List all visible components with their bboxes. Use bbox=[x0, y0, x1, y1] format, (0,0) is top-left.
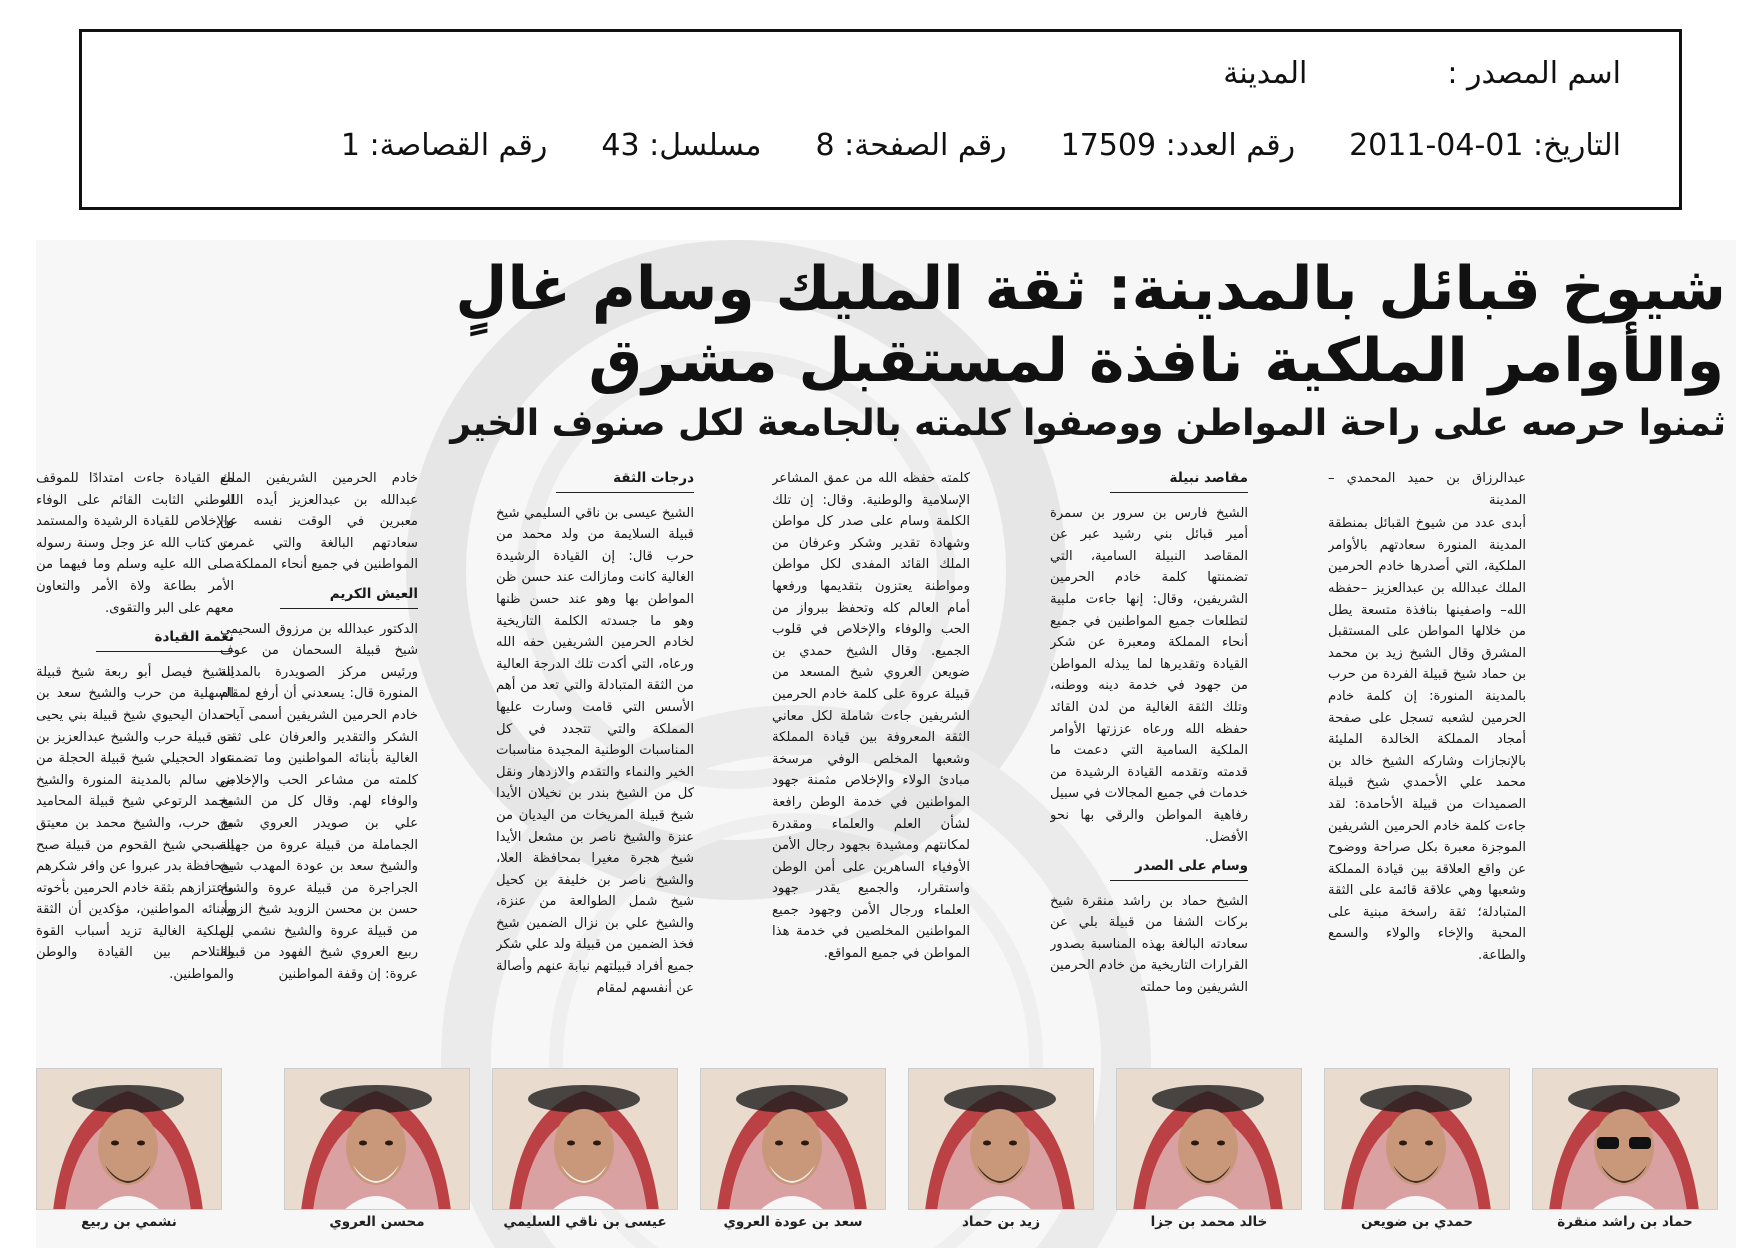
portrait-caption: خالد محمد بن جزا bbox=[1150, 1214, 1268, 1230]
portrait-photo bbox=[1324, 1068, 1510, 1210]
article-paragraph: الشيخ عيسى بن ناقي السليمي شيخ قبيلة السلايمة من ولد محمد من حرب قال: إن القيادة الرشيدة الغالية كانت ومازالت عند حسن ظن المواطن بها وهو عند حسن ظنها وهو ما جسدته الكلمة التاريخية لخادم الحرمين الشريفين حفه الله ورعاه، التي أكدت تلك الدرجة العالية من الثقة المتبادلة والتي تعد من أهم الأسس التي قامت وسارت عليها المملكة والتي تتجدد في كل المناسبات الوطنية المجيدة مناسبات الخير والنماء والتقدم والازدهار ونقل كل من الشيخ بندر بن نخيلان الأيدا شيخ قبيلة المريخات من اليديان من عنزة والشيخ ناصر بن مشعل الأيدا شيخ هجرة مغيرا بمحافظة العلا، والشيخ ناصر بن خليفة بن كحيل شيخ شمل الطوالعة من عنزة، والشيخ علي بن نزال الضمين شيخ فخذ الضمين من قبيلة ولد علي شكر جميع أفراد قبيلتهم نيابة عنهم وأصالة عن أنفسهم لمقام bbox=[496, 505, 694, 996]
source-label: اسم المصدر : bbox=[1447, 56, 1621, 91]
portrait-caption: محسن العروي bbox=[329, 1214, 425, 1230]
issue-details-row bbox=[341, 128, 1621, 163]
portrait-caption: عيسى بن ناقي السليمي bbox=[503, 1214, 667, 1230]
article-paragraph: الشيخ فارس بن سرور بن سمرة أمير قبائل بني رشيد عبر عن المقاصد النبيلة السامية، التي تضمنتها كلمة خادم الحرمين الشريفين، وقال: إنها جاءت ملبية لتطلعات جميع المواطنين في جميع أنحاء المملكة ومعبرة عن شكر القيادة وتقديرها لما يبذله المواطن من جهود في خدمة دينه ووطنه، وتلك الثقة الغالية من لدن القائد حفظه الله ورعاه عززتها الأوامر الملكية السامية التي دعمت ما قدمته وتقدمه القيادة الرشيدة من خدمات في جميع المجالات في سبيل رفاهية المواطن والرقي بها نحو الأفضل. bbox=[1050, 505, 1248, 845]
portrait-caption: حمدي بن ضويعن bbox=[1361, 1214, 1473, 1230]
portrait-card bbox=[492, 1068, 678, 1243]
source-value: المدينة bbox=[1223, 56, 1308, 91]
subheadline: ثمنوا حرصه على راحة المواطن ووصفوا كلمته بالجامعة لكل صنوف الخير bbox=[450, 403, 1726, 444]
article-paragraph: عبدالرزاق بن حميد المحمدي – المدينة bbox=[1328, 471, 1526, 508]
section-subheading: نعمة القيادة bbox=[96, 627, 234, 652]
portrait-caption: سعد بن عودة العروي bbox=[723, 1214, 863, 1230]
section-subheading: العيش الكريم bbox=[280, 584, 418, 609]
headline-line-1: شيوخ قبائل بالمدينة: ثقة المليك وسام غالٍ bbox=[455, 254, 1726, 324]
portrait-card bbox=[36, 1068, 222, 1243]
issue-number-field: رقم العدد: 17509 bbox=[1060, 128, 1296, 163]
page-number-field: رقم الصفحة: 8 bbox=[815, 128, 1007, 163]
section-subheading: وسام على الصدر bbox=[1110, 856, 1248, 881]
portrait-card bbox=[1116, 1068, 1302, 1243]
article-paragraph: الشيخ حماد بن راشد منقرة شيخ بركات الشفا من قبيلة بلي عن سعادته البالغة بهذه المناسبة بصدور القرارات التاريخية من خادم الحرمين الشريفين وما حملته bbox=[1050, 893, 1248, 996]
portrait-caption: زيد بن حماد bbox=[961, 1214, 1041, 1230]
clip-number-field: رقم القصاصة: 1 bbox=[340, 128, 548, 163]
date-field: التاريخ: 01-04-2011 bbox=[1349, 128, 1621, 163]
article-column bbox=[1050, 468, 1248, 1056]
portrait-photo bbox=[700, 1068, 886, 1210]
portrait-photo bbox=[1116, 1068, 1302, 1210]
portrait-card bbox=[700, 1068, 886, 1243]
article-paragraph: أبدى عدد من شيوخ القبائل بمنطقة المدينة المنورة سعادتهم بالأوامر الملكية، التي أصدرها خادم الحرمين الملك عبدالله بن عبدالعزيز –حفظه الله– واصفينها بنافذة متسعة يطل من خلالها المواطن على المستقبل المشرق وقال الشيخ زيد بن محمد بن حماد شيخ قبيلة الفردة من حرب بالمدينة المنورة: إن كلمة خادم الحرمين لشعبه تسجل على صفحة أمجاد المملكة الخالدة المليئة بالإنجازات وشاركه الشيخ خالد بن محمد علي الأحمدي شيخ قبيلة الصميدات من قبيلة الأحامدة: لقد جاءت كلمة خادم الحرمين الشريفين الموجزة معبرة بكل صراحة ووضوح عن واقع العلاقة بين قيادة المملكة وشعبها وهي علاقة قائمة على الثقة المتبادلة؛ ثقة راسخة مبنية على المحبة والإخاء والولاء والسمع والطاعة. bbox=[1328, 516, 1526, 964]
section-subheading: درجات الثقة bbox=[556, 468, 694, 493]
article-paragraph: كلمته حفظه الله من عمق المشاعر الإسلامية والوطنية. وقال: إن تلك الكلمة وسام على صدر كل مواطن وشهادة تقدير وشكر وعرفان من الملك القائد المفدى لكل مواطن ومواطنة يعتزون بتقديمها ورفعها أمام العالم كله وتحفظ ببرواز من الحب والوفاء والإخلاص في قلوب الجميع. وقال الشيخ حمدي بن ضويعن العروي شيخ المسعد من قبيلة عروة على كلمة خادم الحرمين الشريفين جاءت شاملة لكل معاني الثقة المعروفة بين قيادة المملكة وشعبها المخلص الوفي مرسخة مبادئ الولاء والإخلاص مثمنة جهود المواطنين في خدمة الوطن رافعة لشأن العلم والعلماء ومقدرة لمكانتهم ومشيدة بجهود رجال الأمن الأوفياء الساهرين على أمن الوطن واستقرار، والجميع يقدر جهود العلماء ورجال الأمن وجهود جميع المواطنين المخلصين في خدمة هذا المواطن في جميع المواقع. bbox=[772, 471, 970, 962]
article-paragraph: خادم الحرمين الشريفين الملك عبدالله بن عبدالعزيز أيده الله، معبرين في الوقت نفسه عن سعادتهم البالغة والتي غمرت المواطنين في جميع أنحاء المملكة. bbox=[220, 471, 418, 573]
portrait-photo bbox=[284, 1068, 470, 1210]
portrait-caption: حماد بن راشد منقرة bbox=[1557, 1214, 1693, 1230]
portrait-card bbox=[908, 1068, 1094, 1243]
portrait-card bbox=[1532, 1068, 1718, 1243]
article-paragraph: الشيخ فيصل أبو ربعة شيخ قبيلة السهلية من حرب والشيخ سعد بن حمدان اليحيوي شيخ قبيلة بني يحيى من قبيلة حرب والشيخ عبدالعزيز بن عواد الحجيلي شيخ قبيلة الحجلة من بني سالم بالمدينة المنورة والشيخ محمد الرتوعي شيخ قبيلة المحاميد من حرب، والشيخ محمد بن معيتق الصبحي شيخ القحوم من قبيلة صبح بمحافظة بدر عبروا عن وافر شكرهم واعتزازهم بثقة خادم الحرمين بأخوته وأبنائه المواطنين، مؤكدين أن الثقة الملكية الغالية تزيد أسباب القوة والتلاحم بين القيادة والوطن والمواطنين. bbox=[36, 664, 234, 983]
article-column bbox=[36, 468, 234, 1056]
portrait-photo bbox=[1532, 1068, 1718, 1210]
newspaper-clipping bbox=[36, 240, 1736, 1248]
portrait-card bbox=[1324, 1068, 1510, 1243]
portrait-card bbox=[284, 1068, 470, 1243]
section-subheading: مقاصد نبيلة bbox=[1110, 468, 1248, 493]
clipping-metadata-box bbox=[79, 29, 1682, 210]
headline-line-2: والأوامر الملكية نافذة لمستقبل مشرق bbox=[588, 326, 1724, 396]
article-paragraph: الدكتور عبدالله بن مرزوق السحيمي شيخ قبيلة السحمان من عوف ورئيس مركز الصويدرة بالمدينة المنورة قال: يسعدني أن أرفع لمقام خادم الحرمين الشريفين أسمى آيات الشكر والتقدير والعرفان على ثقته الغالية بأبنائه المواطنين وما تضمنته كلمته من مشاعر الحب والإخلاص والوفاء لهم. وقال كل من الشيخ علي بن صويدر العروي شيخ الجماملة من قبيلة عروة من جهينة والشيخ سعد بن عودة المهدب شيخ الجراجرة من قبيلة عروة والشيخ حسن بن محسن الزويد شيخ الزويد من قبيلة عروة والشيخ نشمي بن ربيع العروي شيخ الفهود من قبيلة عروة: إن وقفة المواطنين bbox=[220, 621, 418, 983]
portrait-photo bbox=[492, 1068, 678, 1210]
article-column bbox=[772, 468, 970, 1056]
portrait-photo bbox=[36, 1068, 222, 1210]
article-column bbox=[220, 468, 418, 1056]
portrait-caption: نشمي بن ربيع bbox=[81, 1214, 177, 1230]
article-paragraph: مع القيادة جاءت امتدادًا للموقف الوطني الثابت القائم على الوفاء والإخلاص للقيادة الرشيدة والمستمد من كتاب الله عز وجل وسنة رسوله صلى الله عليه وسلم وما فيهما من الأمر بطاعة ولاة الأمر والتعاون معهم على البر والتقوى. bbox=[36, 471, 234, 616]
serial-field: مسلسل: 43 bbox=[601, 128, 762, 163]
portrait-photo bbox=[908, 1068, 1094, 1210]
article-column bbox=[496, 468, 694, 1056]
source-row bbox=[1223, 56, 1621, 91]
article-column bbox=[1328, 468, 1526, 1056]
